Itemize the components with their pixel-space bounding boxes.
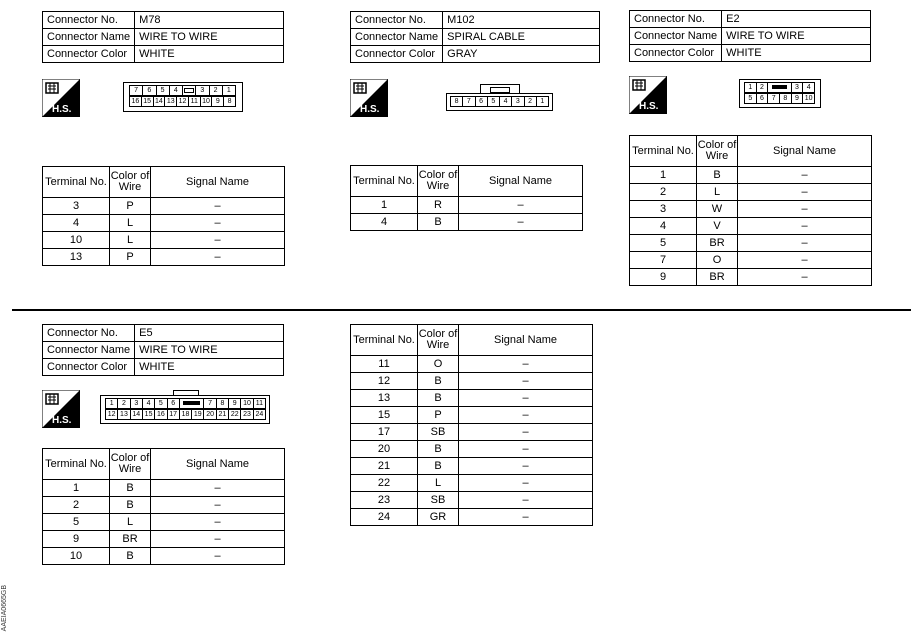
header-color: Color of Wire (110, 167, 151, 198)
header-signal: Signal Name (459, 166, 583, 197)
signal-name-cell: – (151, 249, 285, 266)
header-color: Color of Wire (697, 136, 738, 167)
wire-color-cell: W (697, 201, 738, 218)
hs-icon (42, 390, 80, 428)
connector-pin: 6 (142, 85, 156, 96)
connector-pin: 4 (169, 85, 183, 96)
signal-name-cell: – (738, 218, 872, 235)
connector-name-value: WIRE TO WIRE (135, 29, 284, 46)
connector-color-value: GRAY (443, 46, 600, 63)
terminal-cell: 4 (351, 214, 418, 231)
terminal-cell: 4 (43, 215, 110, 232)
table-row (630, 235, 872, 252)
header-signal: Signal Name (459, 325, 593, 356)
header-color: Color of Wire (110, 449, 151, 480)
terminal-table-e2 (629, 135, 872, 286)
table-row (351, 441, 593, 458)
table-row (351, 424, 593, 441)
connector-color-label: Connector Color (630, 45, 722, 62)
table-row (630, 269, 872, 286)
connector-name-value: SPIRAL CABLE (443, 29, 600, 46)
connector-pin: 13 (164, 96, 177, 107)
connector-pin: 9 (791, 93, 804, 104)
connector-pin: 2 (524, 96, 537, 107)
wire-color-cell: B (110, 480, 151, 497)
connector-pin: 7 (767, 93, 780, 104)
terminal-cell: 15 (351, 407, 418, 424)
signal-name-cell: – (151, 531, 285, 548)
connector-no-label: Connector No. (351, 12, 443, 29)
connector-pin: 4 (142, 398, 155, 409)
terminal-cell: 10 (43, 232, 110, 249)
header-signal: Signal Name (738, 136, 872, 167)
connector-pin: 5 (156, 85, 170, 96)
connector-name-label: Connector Name (43, 342, 135, 359)
terminal-cell: 17 (351, 424, 418, 441)
wire-color-cell: SB (418, 424, 459, 441)
connector-face-m102 (446, 93, 553, 111)
header-signal: Signal Name (151, 449, 285, 480)
connector-pin: 9 (211, 96, 224, 107)
connector-no-label: Connector No. (43, 325, 135, 342)
section-divider (12, 309, 911, 311)
connector-name-label: Connector Name (351, 29, 443, 46)
table-row (630, 184, 872, 201)
wire-color-cell: O (418, 356, 459, 373)
signal-name-cell: – (151, 480, 285, 497)
wire-color-cell: B (418, 373, 459, 390)
table-row (43, 531, 285, 548)
wire-color-cell: BR (110, 531, 151, 548)
connector-pin: 1 (222, 85, 236, 96)
wire-color-cell: L (418, 475, 459, 492)
svg-text:H.S.: H.S. (360, 104, 380, 115)
connector-info-e5 (42, 324, 284, 376)
signal-name-cell: – (151, 514, 285, 531)
terminal-cell: 1 (351, 197, 418, 214)
connector-pin: 1 (105, 398, 118, 409)
connector-color-value: WHITE (135, 46, 284, 63)
table-row (351, 356, 593, 373)
connector-pin: 12 (105, 409, 118, 420)
terminal-cell: 13 (351, 390, 418, 407)
svg-text:H.S.: H.S. (52, 415, 72, 426)
signal-name-cell: – (459, 424, 593, 441)
connector-pin: 19 (191, 409, 204, 420)
connector-info-m102 (350, 11, 600, 63)
wire-color-cell: P (110, 198, 151, 215)
connector-color-label: Connector Color (43, 359, 135, 376)
terminal-table-e5-continued (350, 324, 593, 526)
signal-name-cell: – (459, 390, 593, 407)
wire-color-cell: O (697, 252, 738, 269)
connector-pin: 24 (253, 409, 266, 420)
terminal-cell: 2 (43, 497, 110, 514)
connector-pin: 6 (475, 96, 488, 107)
wire-color-cell: R (418, 197, 459, 214)
terminal-cell: 1 (630, 167, 697, 184)
connector-pin: 12 (176, 96, 189, 107)
table-row (630, 167, 872, 184)
terminal-cell: 12 (351, 373, 418, 390)
connector-pin: 7 (203, 398, 216, 409)
terminal-cell: 23 (351, 492, 418, 509)
wire-color-cell: BR (697, 235, 738, 252)
wire-color-cell: L (110, 232, 151, 249)
wire-color-cell: P (418, 407, 459, 424)
connector-pin: 15 (141, 96, 154, 107)
svg-text:H.S.: H.S. (52, 104, 72, 115)
signal-name-cell: – (459, 492, 593, 509)
signal-name-cell: – (459, 373, 593, 390)
table-row (630, 201, 872, 218)
connector-pin: 2 (209, 85, 223, 96)
table-row (351, 373, 593, 390)
connector-pin: 2 (756, 82, 769, 93)
wire-color-cell: V (697, 218, 738, 235)
wire-color-cell: B (110, 548, 151, 565)
signal-name-cell: – (738, 235, 872, 252)
connector-pin: 5 (487, 96, 500, 107)
header-terminal: Terminal No. (351, 325, 418, 356)
connector-pin: 14 (130, 409, 143, 420)
wire-color-cell: B (418, 390, 459, 407)
terminal-cell: 1 (43, 480, 110, 497)
connector-name-value: WIRE TO WIRE (135, 342, 284, 359)
connector-no-label: Connector No. (43, 12, 135, 29)
connector-color-label: Connector Color (43, 46, 135, 63)
table-row (351, 492, 593, 509)
terminal-cell: 24 (351, 509, 418, 526)
connector-face-e5 (100, 395, 270, 424)
connector-pin: 10 (200, 96, 213, 107)
terminal-cell: 22 (351, 475, 418, 492)
signal-name-cell: – (738, 184, 872, 201)
connector-pin: 20 (203, 409, 216, 420)
connector-pin: 8 (223, 96, 236, 107)
hs-icon (350, 79, 388, 117)
connector-pin: 8 (450, 96, 463, 107)
signal-name-cell: – (459, 475, 593, 492)
hs-icon (629, 76, 667, 114)
connector-no-value: M78 (135, 12, 284, 29)
connector-pin: 10 (802, 93, 815, 104)
signal-name-cell: – (459, 214, 583, 231)
connector-pin: 3 (130, 398, 143, 409)
connector-lock-slot (767, 82, 791, 93)
connector-pin: 23 (240, 409, 253, 420)
signal-name-cell: – (151, 548, 285, 565)
connector-lock-slot (182, 85, 196, 96)
connector-face-m78 (123, 82, 243, 112)
connector-name-value: WIRE TO WIRE (722, 28, 871, 45)
wire-color-cell: B (697, 167, 738, 184)
wire-color-cell: BR (697, 269, 738, 286)
wire-color-cell: P (110, 249, 151, 266)
signal-name-cell: – (151, 215, 285, 232)
connector-pin: 6 (756, 93, 769, 104)
connector-pin: 6 (167, 398, 180, 409)
table-row (43, 548, 285, 565)
header-color: Color of Wire (418, 166, 459, 197)
wire-color-cell: L (110, 514, 151, 531)
connector-pin: 2 (117, 398, 130, 409)
signal-name-cell: – (459, 441, 593, 458)
connector-name-label: Connector Name (630, 28, 722, 45)
terminal-cell: 10 (43, 548, 110, 565)
wire-color-cell: GR (418, 509, 459, 526)
terminal-cell: 3 (630, 201, 697, 218)
header-signal: Signal Name (151, 167, 285, 198)
terminal-cell: 4 (630, 218, 697, 235)
terminal-cell: 20 (351, 441, 418, 458)
table-row (351, 458, 593, 475)
connector-pin: 9 (228, 398, 241, 409)
table-row (43, 497, 285, 514)
connector-pin: 15 (142, 409, 155, 420)
header-terminal: Terminal No. (43, 449, 110, 480)
table-row (43, 215, 285, 232)
terminal-cell: 2 (630, 184, 697, 201)
connector-pin: 1 (536, 96, 549, 107)
connector-info-e2 (629, 10, 871, 62)
connector-name-label: Connector Name (43, 29, 135, 46)
table-row (351, 475, 593, 492)
wire-color-cell: B (418, 458, 459, 475)
terminal-cell: 13 (43, 249, 110, 266)
terminal-cell: 11 (351, 356, 418, 373)
wire-color-cell: B (418, 214, 459, 231)
wire-color-cell: L (110, 215, 151, 232)
connector-pin: 18 (179, 409, 192, 420)
table-row (43, 249, 285, 266)
wire-color-cell: B (110, 497, 151, 514)
connector-pin: 5 (744, 93, 757, 104)
connector-pin: 8 (216, 398, 229, 409)
terminal-cell: 5 (630, 235, 697, 252)
wire-color-cell: SB (418, 492, 459, 509)
connector-no-value: M102 (443, 12, 600, 29)
connector-no-value: E2 (722, 11, 871, 28)
connector-face-e2 (739, 79, 821, 108)
header-terminal: Terminal No. (351, 166, 418, 197)
header-terminal: Terminal No. (630, 136, 697, 167)
table-row (630, 252, 872, 269)
connector-no-value: E5 (135, 325, 284, 342)
terminal-cell: 7 (630, 252, 697, 269)
signal-name-cell: – (459, 356, 593, 373)
connector-pin: 3 (195, 85, 209, 96)
figure-code: AAEIA0665GB (1, 585, 8, 632)
connector-pin: 14 (153, 96, 166, 107)
signal-name-cell: – (738, 167, 872, 184)
connector-lock-slot (179, 398, 205, 409)
signal-name-cell: – (459, 509, 593, 526)
connector-color-value: WHITE (135, 359, 284, 376)
signal-name-cell: – (459, 458, 593, 475)
connector-info-m78 (42, 11, 284, 63)
connector-pin: 7 (129, 85, 143, 96)
connector-pin: 1 (744, 82, 757, 93)
signal-name-cell: – (459, 407, 593, 424)
signal-name-cell: – (459, 197, 583, 214)
connector-pin: 5 (154, 398, 167, 409)
terminal-table-m102 (350, 165, 583, 231)
connector-pin: 4 (802, 82, 815, 93)
terminal-cell: 9 (630, 269, 697, 286)
table-row (43, 198, 285, 215)
connector-pin: 4 (499, 96, 512, 107)
signal-name-cell: – (151, 232, 285, 249)
wire-color-cell: B (418, 441, 459, 458)
connector-pin: 11 (188, 96, 201, 107)
signal-name-cell: – (151, 497, 285, 514)
connector-color-value: WHITE (722, 45, 871, 62)
terminal-cell: 5 (43, 514, 110, 531)
hs-icon (42, 79, 80, 117)
connector-pin: 16 (129, 96, 142, 107)
connector-pin: 3 (791, 82, 804, 93)
terminal-cell: 9 (43, 531, 110, 548)
terminal-table-m78 (42, 166, 285, 266)
connector-pin: 7 (462, 96, 475, 107)
svg-text:H.S.: H.S. (639, 101, 659, 112)
table-row (351, 214, 583, 231)
table-row (351, 407, 593, 424)
connector-pin: 8 (779, 93, 792, 104)
wire-color-cell: L (697, 184, 738, 201)
signal-name-cell: – (738, 252, 872, 269)
connector-pin: 22 (228, 409, 241, 420)
table-row (351, 509, 593, 526)
connector-pin: 16 (154, 409, 167, 420)
connector-no-label: Connector No. (630, 11, 722, 28)
connector-color-label: Connector Color (351, 46, 443, 63)
header-terminal: Terminal No. (43, 167, 110, 198)
signal-name-cell: – (738, 269, 872, 286)
connector-pin: 11 (253, 398, 266, 409)
signal-name-cell: – (738, 201, 872, 218)
connector-pin: 21 (216, 409, 229, 420)
terminal-table-e5 (42, 448, 285, 565)
terminal-cell: 21 (351, 458, 418, 475)
table-row (351, 197, 583, 214)
table-row (43, 232, 285, 249)
connector-pin: 17 (167, 409, 180, 420)
signal-name-cell: – (151, 198, 285, 215)
table-row (43, 514, 285, 531)
table-row (43, 480, 285, 497)
header-color: Color of Wire (418, 325, 459, 356)
terminal-cell: 3 (43, 198, 110, 215)
connector-pin: 13 (117, 409, 130, 420)
table-row (351, 390, 593, 407)
table-row (630, 218, 872, 235)
connector-pin: 10 (240, 398, 253, 409)
connector-pin: 3 (511, 96, 524, 107)
